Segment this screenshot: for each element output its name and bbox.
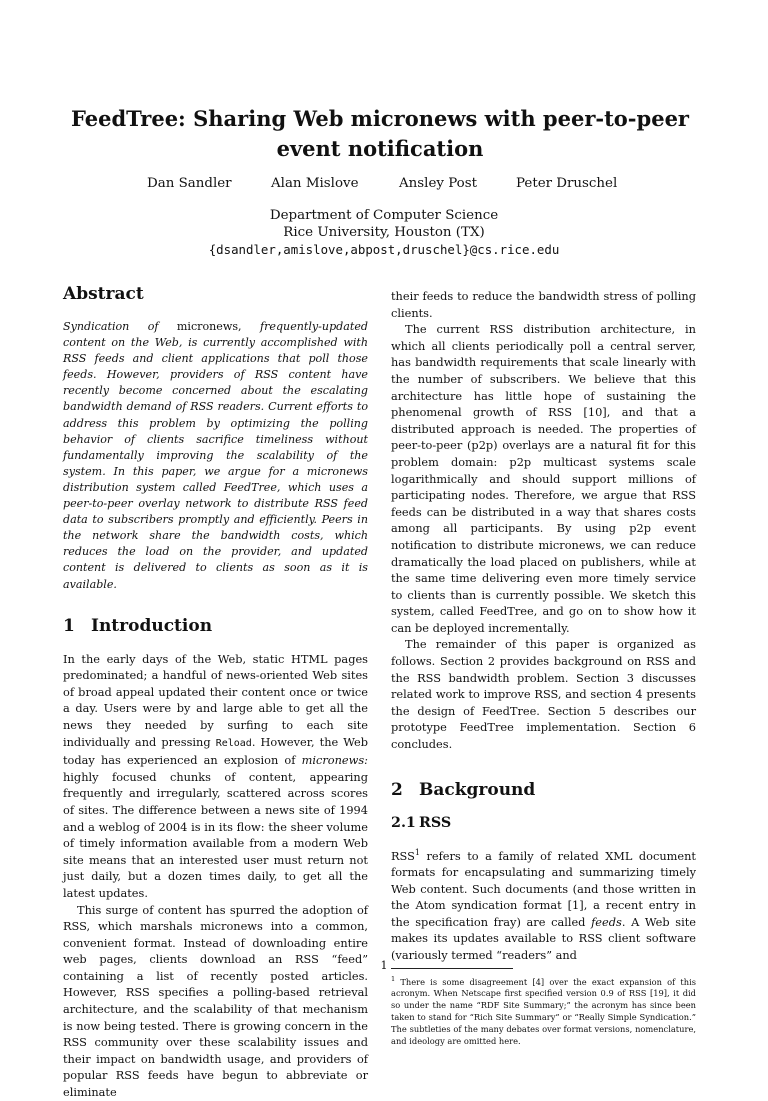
text-run: RSS	[391, 848, 415, 863]
footnote-marker: 1	[414, 847, 420, 857]
left-column	[63, 283, 368, 1101]
text-run: In the early days of the Web, static HTML pages predominated; a handful of news-oriented Web sites of broad appeal updated their content once or twice a day. Users were by and large able to get all the news they needed by surfing to each site individually and pressing	[63, 651, 368, 749]
text-run: . A Web site makes its updates available to RSS client software (variously termed “readers” and	[391, 914, 696, 962]
paragraph: their feeds to reduce the bandwidth stress of polling clients.	[391, 289, 696, 320]
author-list	[0, 176, 768, 196]
code-reload: Reload	[215, 737, 252, 749]
paragraph: The current RSS distribution architecture, in which all clients periodically poll a central server, has bandwidth requirements that scale linearly with the number of subscribers. We believe that this architecture has little hope of sustaining the phenomenal growth of RSS [10], and that a distributed approach is needed. The properties of peer-to-peer (p2p) overlays are a natural fit for this problem domain: p2p multicast systems scale logarithmically and should support millions of participating nodes. Therefore, we argue that RSS feeds can be distributed in a way that shares costs among all participants. By using p2p event notification to distribute micronews, we can reduce dramatically the load placed on publishers, while at the same time delivering even more timely service to clients than is currently possible. We sketch this system, called FeedTree, and go on to show how it can be deployed incrementally.	[391, 322, 696, 635]
footnote-mark: 1	[391, 974, 396, 983]
text-run: refers to a family of related XML document formats for encapsulating and summarizing timely Web content. Such documents (and those written in the Atom syndication format [1], a recent entry in the specification fray) are called	[391, 848, 696, 929]
author-name: Peter Druschel	[516, 176, 618, 191]
affiliation-block	[0, 207, 768, 258]
paper-title: FeedTree: Sharing Web micronews with peer-to-peer event notification	[71, 106, 689, 161]
author-name: Alan Mislove	[271, 176, 359, 191]
abstract-text	[63, 319, 368, 593]
department: Department of Computer Science	[269, 208, 499, 223]
abstract-text-part: frequently-updated content on the Web, is currently accomplished with RSS feeds and client applications that poll those feeds. However, providers of RSS content have recently become concerned about the escalating bandwidth demand of RSS readers. Current efforts to address this problem by optimizing the polling behavior of clients sacrifice timeliness without fundamentally improving the scalability of the system. In this paper, we argue for a micronews distribution system called FeedTree, which uses a peer-to-peer overlay network to distribute RSS feed data to subscribers promptly and efficiently. Peers in the network share the bandwidth costs, which reduces the load on the provider, and updated content is delivered to clients as soon as it is available.	[63, 320, 369, 591]
subsection-title: RSS	[419, 814, 452, 831]
section-number: 2	[391, 779, 403, 800]
author-name: Dan Sandler	[147, 176, 232, 191]
text-run: . However, the Web today has experienced an explosion of	[63, 734, 369, 768]
paragraph: This surge of content has spurred the adoption of RSS, which marshals micronews into a common, convenient format. Instead of downloading entire web pages, clients download an RSS “feed” containing a list of recently posted articles. However, RSS specifies a polling-based retrieval architecture, and the scalability of that mechanism is now being tested. There is growing concern in the RSS community over these scalability issues and their impact on bandwidth usage, and providers of popular RSS feeds have begun to abbreviate or eliminate	[63, 902, 368, 1100]
footnote	[391, 973, 696, 1048]
emphasis: micronews:	[301, 753, 368, 768]
subsection-number: 2.1	[391, 814, 416, 831]
paragraph	[391, 845, 696, 964]
emphasis: feeds	[591, 914, 622, 929]
abstract-text-part: Syndication of	[63, 320, 159, 333]
section-number: 1	[63, 615, 75, 636]
abstract-heading: Abstract	[63, 284, 144, 304]
university: Rice University, Houston (TX)	[283, 225, 485, 240]
paragraph: The remainder of this paper is organized as follows. Section 2 provides background on RSS and the RSS bandwidth problem. Section 3 discusses related work to improve RSS, and section 4 presents the design of FeedTree. Section 5 describes our prototype FeedTree implementation. Section 6 concludes.	[391, 637, 696, 752]
subsection-heading-rss	[391, 813, 696, 833]
section-title: Background	[419, 779, 536, 800]
author-emails: {dsandler,amislove,abpost,druschel}@cs.rice.edu	[208, 242, 560, 257]
section-title: Introduction	[91, 615, 213, 636]
text-run: highly focused chunks of content, appearing frequently and irregularly, scattered across scores of sites. The difference between a news site of 1994 and a weblog of 2004 is in its flow: the sheer volume of timely information available from a modern Web site means that an interested user must return not just daily, but a dozen times daily, to get all the latest updates.	[63, 769, 368, 900]
paragraph	[63, 651, 368, 902]
abstract-text-part: micronews,	[176, 320, 242, 333]
page-number: 1	[380, 959, 388, 972]
footnote-text: There is some disagreement [4] over the exact expansion of this acronym. When Netscape first specified version 0.9 of RSS [19], it did so under the name “RDF Site Summary;” the acronym has since been taken to stand for “Rich Site Summary” or “Really Simple Syndication.” The subtleties of the many debates over format versions, nomenclature, and ideology are omitted here.	[391, 976, 696, 1047]
author-name: Ansley Post	[399, 176, 477, 191]
right-column	[391, 288, 696, 1047]
section-heading-introduction	[63, 615, 368, 637]
section-heading-background	[391, 779, 696, 801]
